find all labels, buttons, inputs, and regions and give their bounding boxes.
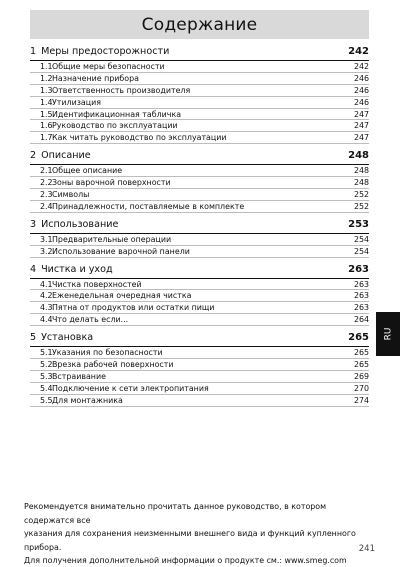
entry-page: 265 bbox=[353, 359, 369, 369]
toc-entry[interactable] bbox=[30, 314, 369, 326]
entry-number: 5.4 bbox=[40, 383, 53, 393]
toc-section-heading[interactable] bbox=[30, 332, 369, 347]
entry-page: 246 bbox=[353, 97, 369, 107]
footer-line: Рекомендуется внимательно прочитать данное руководство, в котором содержатся все bbox=[24, 502, 327, 525]
toc-entry[interactable] bbox=[30, 246, 369, 258]
entry-page: 274 bbox=[353, 395, 369, 405]
toc-entry[interactable] bbox=[30, 234, 369, 246]
entry-label: Общие меры безопасности bbox=[52, 61, 165, 71]
toc-entry[interactable] bbox=[30, 132, 369, 144]
footer-line: Для получения дополнительной информации о продукте см.: www.smeg.com bbox=[24, 556, 347, 565]
entry-number: 1.7 bbox=[40, 133, 53, 143]
entry-title bbox=[30, 360, 174, 369]
toc-entry[interactable] bbox=[30, 279, 369, 291]
entry-number: 1.6 bbox=[40, 121, 53, 131]
entry-title bbox=[30, 396, 123, 405]
section-title bbox=[30, 150, 91, 161]
entry-page: 254 bbox=[353, 246, 369, 256]
language-tab bbox=[376, 312, 400, 356]
toc-entry[interactable] bbox=[30, 97, 369, 109]
entry-page: 246 bbox=[353, 85, 369, 95]
entry-number: 5.5 bbox=[40, 395, 53, 405]
entry-number: 5.2 bbox=[40, 359, 53, 369]
entry-title bbox=[30, 280, 142, 289]
entry-label: Для монтажника bbox=[52, 395, 123, 405]
toc-entry[interactable] bbox=[30, 347, 369, 359]
entry-label: Еженедельная очередная чистка bbox=[52, 291, 192, 301]
toc-title-bar bbox=[30, 10, 369, 39]
entry-title bbox=[30, 291, 191, 300]
section-page: 263 bbox=[348, 263, 369, 275]
toc-entry[interactable] bbox=[30, 189, 369, 201]
entry-title bbox=[30, 133, 227, 142]
entry-title bbox=[30, 190, 89, 199]
section-title bbox=[30, 46, 169, 57]
entry-title bbox=[30, 110, 181, 119]
section-label: Описание bbox=[41, 150, 91, 162]
section-label: Чистка и уход bbox=[41, 263, 113, 275]
entry-label: Утилизация bbox=[52, 97, 101, 107]
toc-entry[interactable] bbox=[30, 61, 369, 73]
entry-label: Пятна от продуктов или остатки пищи bbox=[52, 303, 215, 313]
section-title bbox=[30, 219, 118, 230]
entry-number: 5.1 bbox=[40, 348, 53, 358]
toc-section-heading[interactable] bbox=[30, 219, 369, 234]
toc-entry[interactable] bbox=[30, 177, 369, 189]
toc-entry[interactable] bbox=[30, 383, 369, 395]
page-number: 241 bbox=[358, 544, 375, 554]
toc-section bbox=[30, 219, 369, 258]
entry-title bbox=[30, 372, 106, 381]
entry-number: 2.1 bbox=[40, 166, 53, 176]
entry-page: 265 bbox=[353, 348, 369, 358]
entry-title bbox=[30, 348, 163, 357]
toc-entry[interactable] bbox=[30, 201, 369, 213]
page-title: Содержание bbox=[141, 14, 258, 35]
entry-page: 248 bbox=[353, 166, 369, 176]
entry-label: Принадлежности, поставляемые в комплекте bbox=[52, 201, 245, 211]
section-number: 2 bbox=[30, 150, 37, 162]
entry-title bbox=[30, 384, 209, 393]
toc-section-heading[interactable] bbox=[30, 46, 369, 61]
entry-title bbox=[30, 178, 171, 187]
entry-page: 270 bbox=[353, 383, 369, 393]
language-label: RU bbox=[383, 327, 393, 341]
entry-number: 4.3 bbox=[40, 303, 53, 313]
entry-label: Как читать руководство по эксплуатации bbox=[52, 133, 227, 143]
toc-entry[interactable] bbox=[30, 371, 369, 383]
entry-page: 252 bbox=[353, 189, 369, 199]
entry-label: Встраивание bbox=[52, 371, 106, 381]
entry-page: 263 bbox=[353, 303, 369, 313]
section-label: Установка bbox=[41, 332, 94, 344]
entry-page: 264 bbox=[353, 315, 369, 325]
toc-entry[interactable] bbox=[30, 109, 369, 121]
section-page: 265 bbox=[348, 332, 369, 344]
entry-number: 1.3 bbox=[40, 85, 53, 95]
section-page: 242 bbox=[348, 46, 369, 57]
entry-page: 247 bbox=[353, 121, 369, 131]
toc-entry[interactable] bbox=[30, 359, 369, 371]
entry-page: 246 bbox=[353, 73, 369, 83]
toc-section bbox=[30, 332, 369, 406]
entry-label: Ответственность производителя bbox=[52, 85, 191, 95]
entry-number: 3.1 bbox=[40, 234, 53, 244]
entry-page: 248 bbox=[353, 178, 369, 188]
section-title bbox=[30, 264, 113, 275]
entry-label: Идентификационная табличка bbox=[52, 109, 182, 119]
entry-page: 247 bbox=[353, 109, 369, 119]
toc-entry[interactable] bbox=[30, 290, 369, 302]
entry-label: Использование варочной панели bbox=[52, 246, 190, 256]
entry-title bbox=[30, 62, 165, 71]
entry-label: Что делать если... bbox=[52, 315, 129, 325]
entry-page: 269 bbox=[353, 371, 369, 381]
entry-page: 263 bbox=[353, 291, 369, 301]
toc-section bbox=[30, 264, 369, 327]
entry-label: Подключение к сети электропитания bbox=[52, 383, 209, 393]
entry-label: Руководство по эксплуатации bbox=[52, 121, 178, 131]
entry-number: 2.3 bbox=[40, 189, 53, 199]
entry-title bbox=[30, 202, 244, 211]
entry-title bbox=[30, 98, 101, 107]
entry-title bbox=[30, 74, 139, 83]
entry-label: Указания по безопасности bbox=[52, 348, 163, 358]
toc-section-heading[interactable] bbox=[30, 150, 369, 165]
entry-number: 1.4 bbox=[40, 97, 53, 107]
entry-number: 3.2 bbox=[40, 246, 53, 256]
entry-label: Чистка поверхностей bbox=[52, 279, 142, 289]
footer-line: указания для сохранения неизменными внешнего вида и функций купленного прибора. bbox=[24, 529, 356, 552]
entry-label: Предварительные операции bbox=[52, 234, 172, 244]
entry-page: 247 bbox=[353, 133, 369, 143]
toc-section-heading[interactable] bbox=[30, 264, 369, 279]
toc-section bbox=[30, 46, 369, 144]
toc-entry[interactable] bbox=[30, 165, 369, 177]
entry-title bbox=[30, 315, 128, 324]
entry-number: 4.1 bbox=[40, 279, 53, 289]
toc-entry[interactable] bbox=[30, 395, 369, 407]
entry-label: Врезка рабочей поверхности bbox=[52, 359, 174, 369]
entry-number: 2.2 bbox=[40, 178, 53, 188]
entry-number: 4.4 bbox=[40, 315, 53, 325]
entry-page: 252 bbox=[353, 201, 369, 211]
toc-entry[interactable] bbox=[30, 120, 369, 132]
entry-title bbox=[30, 121, 178, 130]
section-page: 253 bbox=[348, 218, 369, 230]
section-page: 248 bbox=[348, 150, 369, 162]
entry-title bbox=[30, 247, 190, 256]
entry-title bbox=[30, 235, 171, 244]
entry-label: Символы bbox=[52, 189, 90, 199]
section-number: 5 bbox=[30, 332, 37, 344]
entry-number: 4.2 bbox=[40, 291, 53, 301]
entry-label: Зоны варочной поверхности bbox=[52, 178, 171, 188]
entry-title bbox=[30, 166, 122, 175]
section-number: 4 bbox=[30, 263, 37, 275]
section-label: Использование bbox=[41, 218, 119, 230]
section-title bbox=[30, 332, 93, 343]
section-label: Меры предосторожности bbox=[41, 46, 170, 57]
entry-title bbox=[30, 303, 214, 312]
entry-page: 254 bbox=[353, 234, 369, 244]
toc-entry[interactable] bbox=[30, 302, 369, 314]
entry-number: 5.3 bbox=[40, 371, 53, 381]
entry-label: Общее описание bbox=[52, 166, 123, 176]
toc-entry[interactable] bbox=[30, 85, 369, 97]
entry-page: 242 bbox=[353, 61, 369, 71]
entry-number: 1.1 bbox=[40, 61, 53, 71]
section-number: 3 bbox=[30, 218, 37, 230]
section-number: 1 bbox=[30, 46, 37, 57]
footer-note bbox=[24, 500, 376, 567]
toc-entry[interactable] bbox=[30, 73, 369, 85]
entry-label: Назначение прибора bbox=[52, 73, 139, 83]
entry-number: 1.5 bbox=[40, 109, 53, 119]
entry-title bbox=[30, 86, 190, 95]
entry-number: 1.2 bbox=[40, 73, 53, 83]
table-of-contents bbox=[30, 46, 369, 413]
entry-page: 263 bbox=[353, 279, 369, 289]
toc-section bbox=[30, 150, 369, 213]
entry-number: 2.4 bbox=[40, 201, 53, 211]
